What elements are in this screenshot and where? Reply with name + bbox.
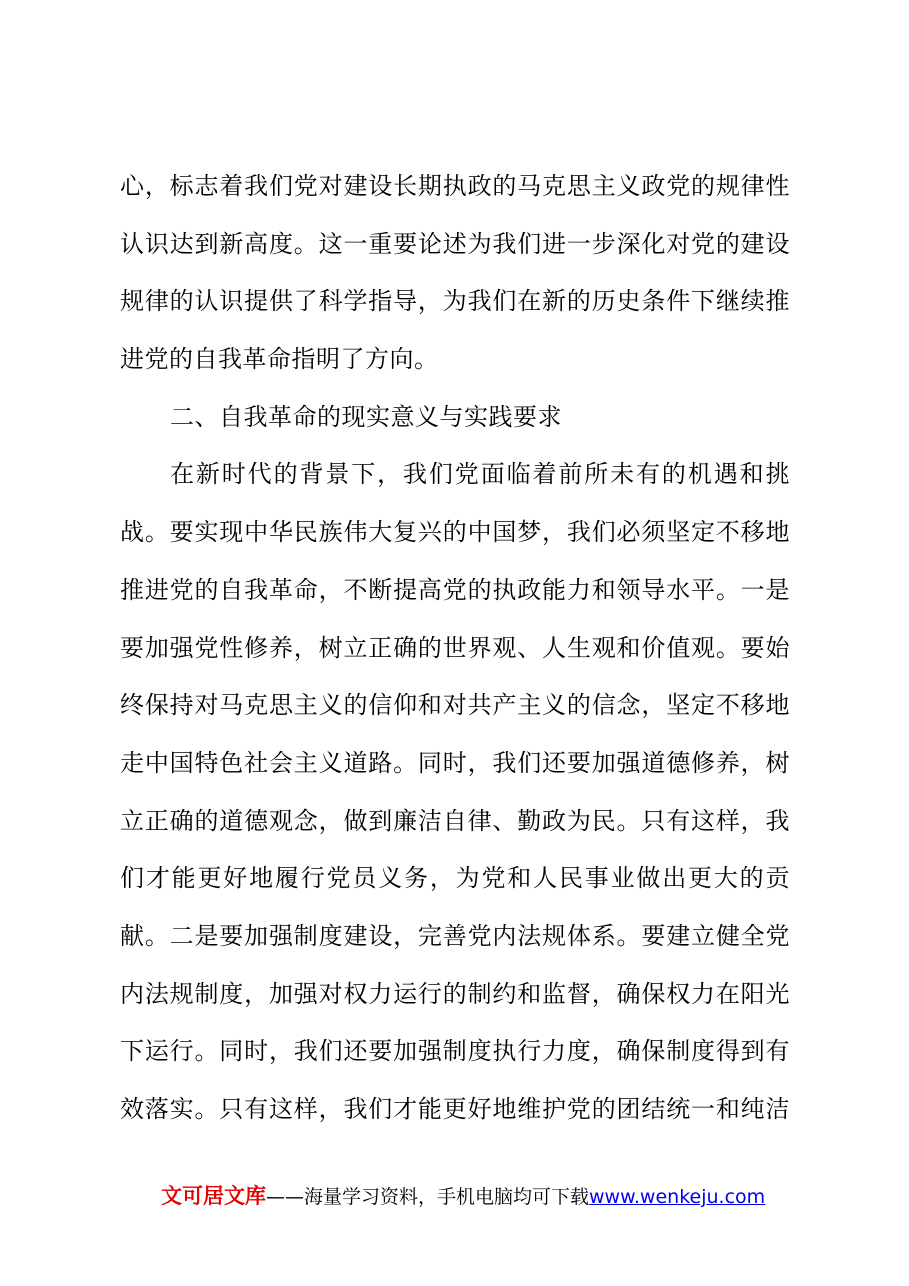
paragraph-line: 进党的自我革命指明了方向。 xyxy=(120,345,439,374)
paragraph-line: 在新时代的背景下，我们党面临着前所未有的机遇和挑 xyxy=(170,460,790,489)
footer-brand: 文可居文库 xyxy=(161,1184,266,1208)
paragraph-line: 效落实。只有这样，我们才能更好地维护党的团结统一和纯洁 xyxy=(120,1095,790,1123)
paragraph-line: 终保持对马克思主义的信仰和对共产主义的信念，坚定不移地 xyxy=(120,691,790,720)
paragraph-line: 下运行。同时，我们还要加强制度执行力度，确保制度得到有 xyxy=(120,1037,790,1066)
paragraph-line: 推进党的自我革命，不断提高党的执政能力和领导水平。一是 xyxy=(120,575,790,604)
paragraph-line: 内法规制度，加强对权力运行的制约和监督，确保权力在阳光 xyxy=(120,979,790,1008)
paragraph-line: 心，标志着我们党对建设长期执政的马克思主义政党的规律性 xyxy=(120,172,790,200)
paragraph-line: 战。要实现中华民族伟大复兴的中国梦，我们必须坚定不移地 xyxy=(120,518,790,547)
footer-tagline: ——海量学习资料，手机电脑均可下载 xyxy=(266,1186,590,1208)
document-body xyxy=(120,162,790,1143)
paragraph-line: 认识达到新高度。这一重要论述为我们进一步深化对党的建设 xyxy=(120,229,790,258)
paragraph-line: 要加强党性修养，树立正确的世界观、人生观和价值观。要始 xyxy=(120,633,790,662)
page-footer xyxy=(161,1180,765,1212)
paragraph-line: 献。二是要加强制度建设，完善党内法规体系。要建立健全党 xyxy=(120,921,790,950)
paragraph-line: 走中国特色社会主义道路。同时，我们还要加强道德修养，树 xyxy=(120,748,790,777)
paragraph-line: 规律的认识提供了科学指导，为我们在新的历史条件下继续推 xyxy=(120,287,790,316)
section-heading: 二、自我革命的现实意义与实践要求 xyxy=(170,402,562,431)
footer-site-link[interactable]: www.wenkeju.com xyxy=(589,1186,766,1208)
paragraph-line: 立正确的道德观念，做到廉洁自律、勤政为民。只有这样，我 xyxy=(120,806,790,835)
paragraph-line: 们才能更好地履行党员义务，为党和人民事业做出更大的贡 xyxy=(120,864,790,893)
